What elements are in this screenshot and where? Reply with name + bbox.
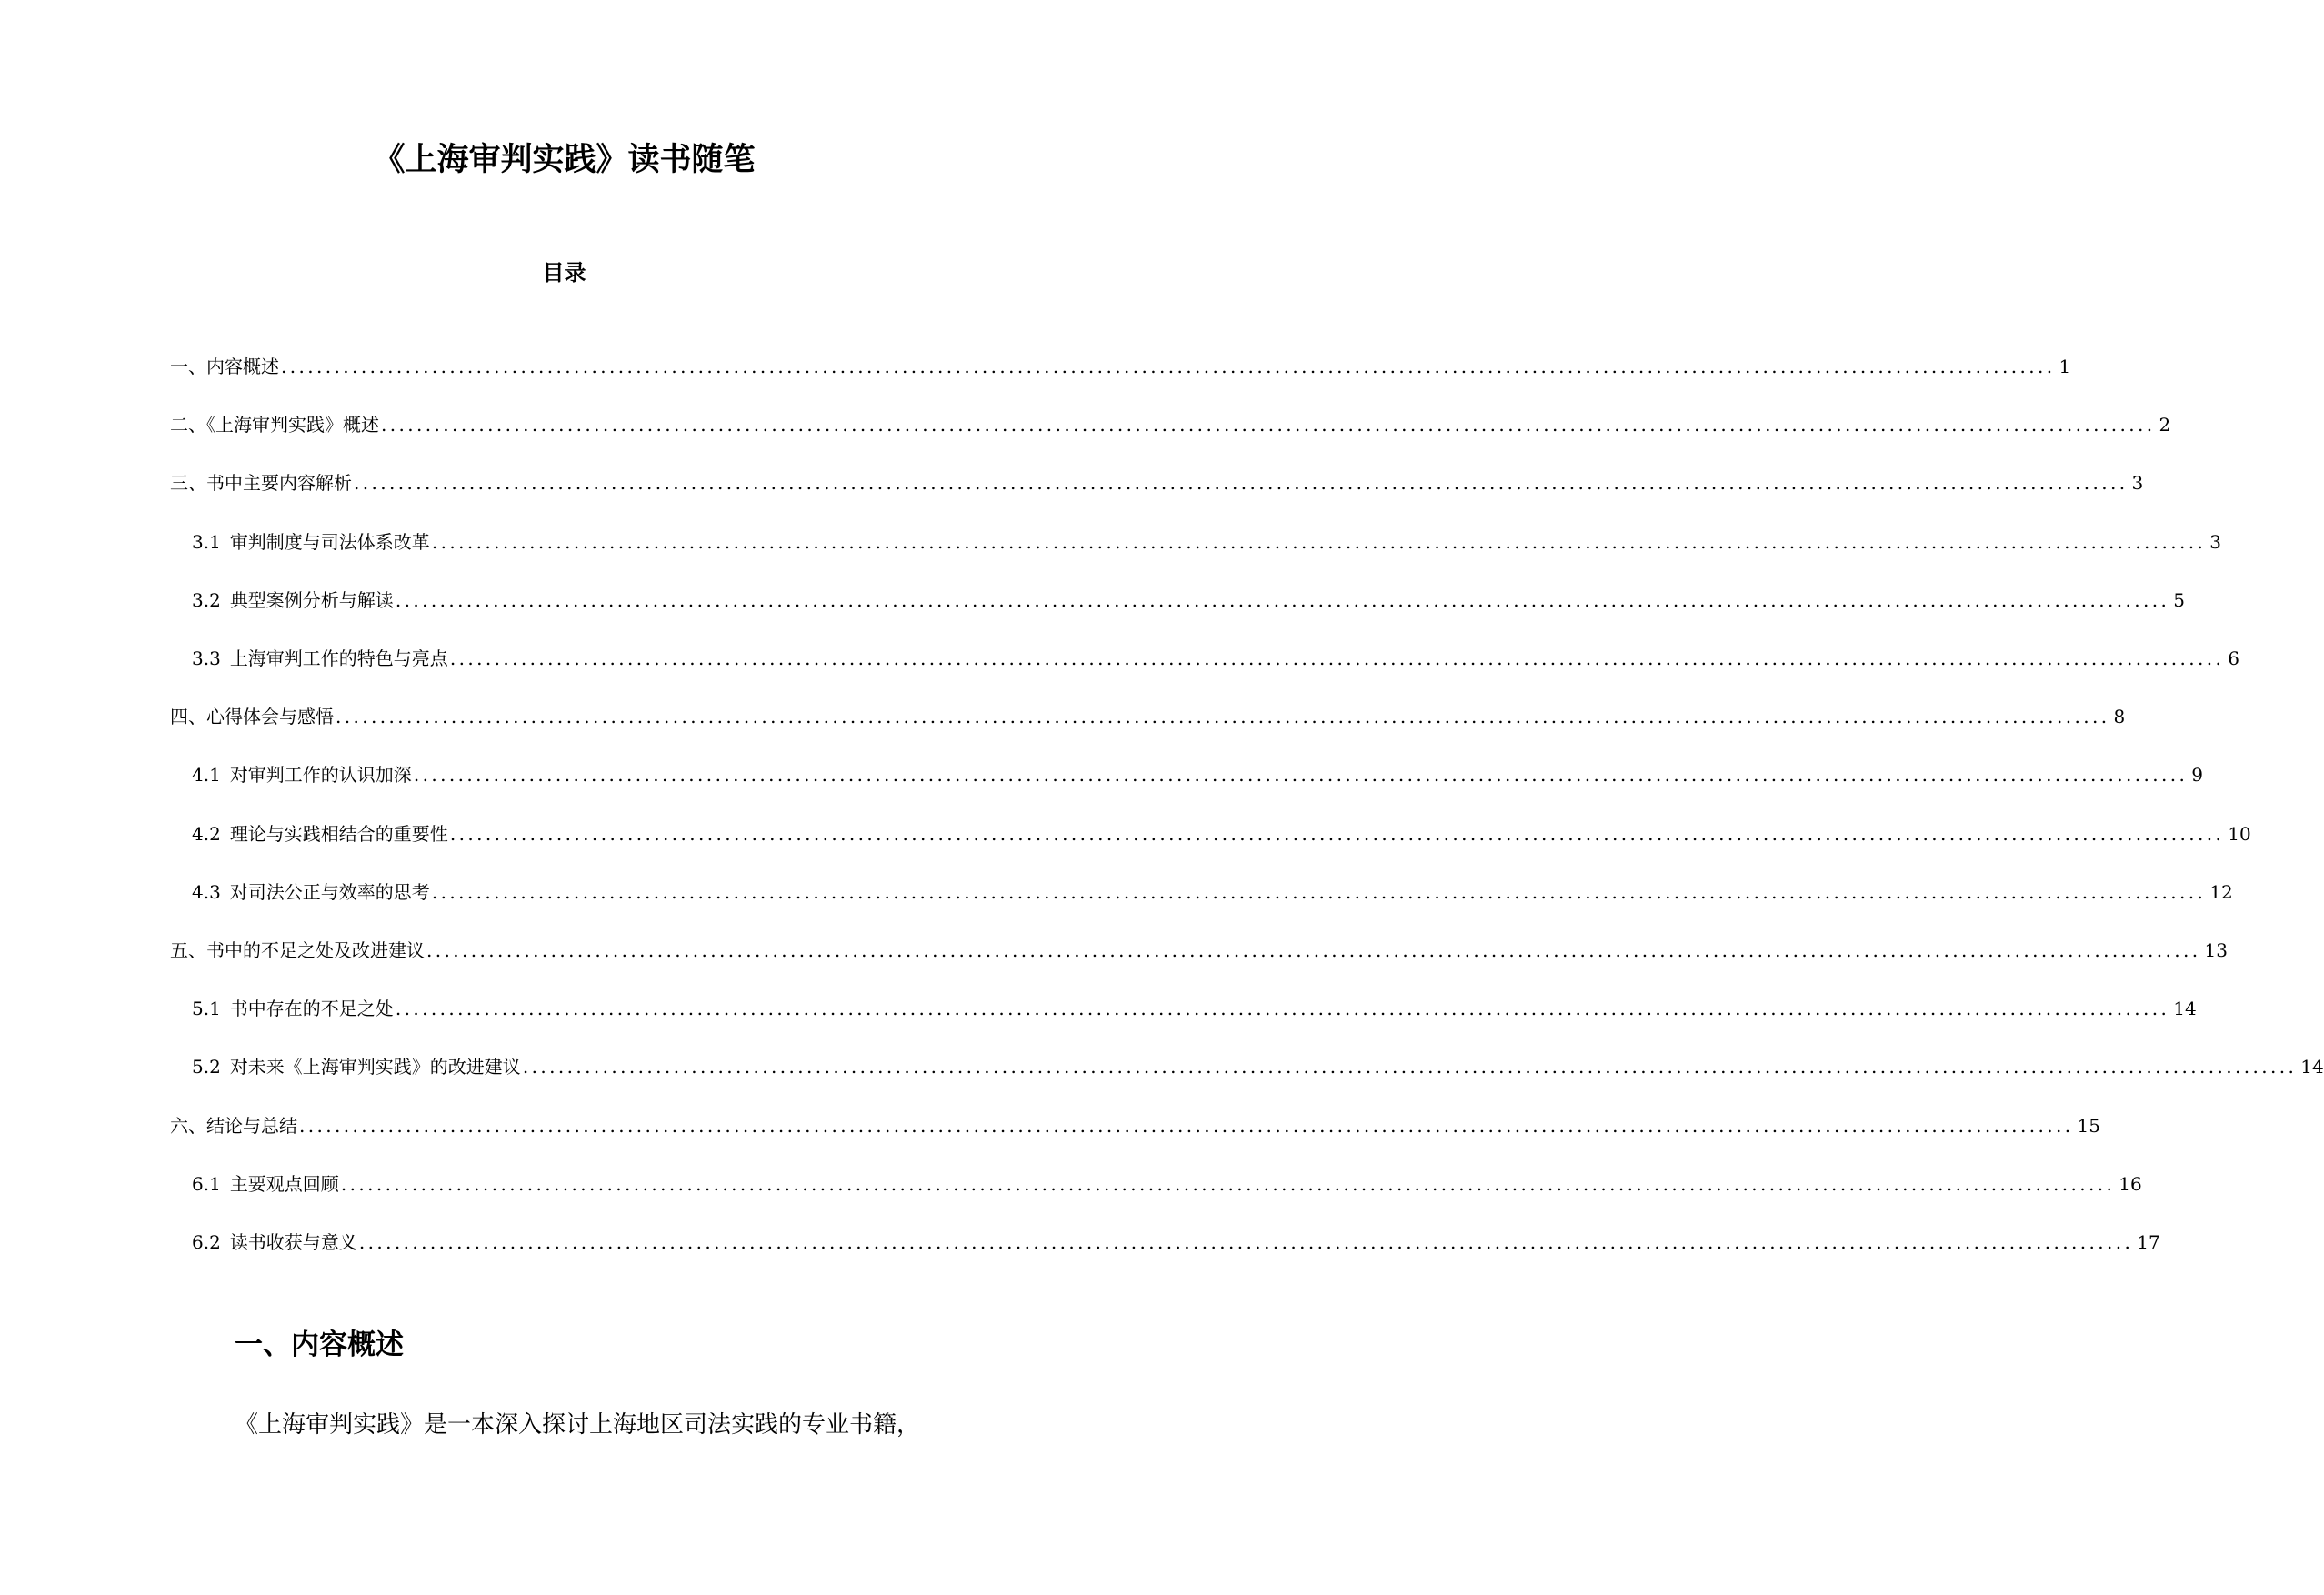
toc-entry-label: 六、结论与总结 [170,1115,297,1137]
toc-entry-label: 典型案例分析与解读 [229,589,394,611]
toc-entry[interactable] [170,411,2171,438]
toc-entry-number: 5.2 [192,1056,221,1078]
toc-entry[interactable] [170,353,2071,380]
toc-dot-leader: ........................................................................................................................................................................................................ [449,823,2225,845]
toc-dot-leader: ........................................................................................................................................................................................................ [336,706,2110,727]
toc-entry-page-number: 13 [2204,939,2228,961]
toc-entry[interactable] [192,878,2233,906]
toc-entry-number: 4.1 [192,764,221,786]
toc-entry-number: 6.1 [192,1173,221,1195]
toc-dot-leader: ........................................................................................................................................................................................................ [340,1173,2116,1195]
toc-entry-number: 5.1 [192,998,221,1019]
toc-entry[interactable] [170,937,2228,964]
toc-entry-page-number: 2 [2159,414,2171,436]
toc-dot-leader: ........................................................................................................................................................................................................ [395,998,2170,1019]
toc-dot-leader: ........................................................................................................................................................................................................ [299,1115,2074,1137]
toc-entry-label: 四、心得体会与感悟 [170,706,334,727]
toc-entry-label: 对审判工作的认识加深 [229,764,412,786]
toc-entry-label: 理论与实践相结合的重要性 [229,823,448,845]
toc-dot-leader: ........................................................................................................................................................................................................ [426,939,2201,961]
toc-entry-label: 一、内容概述 [170,356,279,377]
toc-dot-leader: ........................................................................................................................................................................................................ [358,1231,2134,1253]
toc-dot-leader: ........................................................................................................................................................................................................ [281,356,2056,377]
toc-entry-number: 4.3 [192,881,221,903]
toc-entry-number: 4.2 [192,823,221,845]
toc-entry-label: 对未来《上海审判实践》的改进建议 [229,1056,521,1078]
toc-dot-leader: ........................................................................................................................................................................................................ [431,531,2207,553]
toc-entry-label: 主要观点回顾 [229,1173,339,1195]
toc-entry-label: 三、书中主要内容解析 [170,472,352,494]
toc-dot-leader: ........................................................................................................................................................................................................ [449,647,2225,669]
toc-dot-leader: ........................................................................................................................................................................................................ [354,472,2129,494]
toc-entry-page-number: 5 [2173,589,2186,611]
toc-entry[interactable] [192,1053,2324,1080]
toc-entry-page-number: 15 [2077,1115,2100,1137]
toc-entry-number: 3.2 [192,589,221,611]
toc-entry-label: 二、《上海审判实践》概述 [170,414,379,436]
toc-entry-number: 6.2 [192,1231,221,1253]
toc-dot-leader: ........................................................................................................................................................................................................ [522,1056,2298,1078]
toc-entry-page-number: 3 [2209,531,2222,553]
toc-entry[interactable] [192,528,2222,556]
section-heading: 一、内容概述 [235,1329,404,1361]
toc-entry[interactable] [192,1229,2160,1256]
toc-entry-page-number: 14 [2173,998,2197,1019]
toc-entry[interactable] [192,820,2251,848]
toc-entry-label: 上海审判工作的特色与亮点 [229,647,448,669]
toc-entry-label: 对司法公正与效率的思考 [229,881,430,903]
toc-entry-page-number: 6 [2228,647,2240,669]
toc-entry[interactable] [170,469,2144,497]
toc-entry-page-number: 9 [2191,764,2204,786]
toc-entry-page-number: 16 [2119,1173,2142,1195]
toc-entry-page-number: 1 [2059,356,2071,377]
document-title: 《上海审判实践》读书随笔 [373,141,756,178]
body-paragraph: 《上海审判实践》是一本深入探讨上海地区司法实践的专业书籍， [235,1411,921,1439]
toc-entry-page-number: 3 [2131,472,2144,494]
toc-entry[interactable] [192,1170,2142,1198]
toc-heading: 目录 [542,259,586,286]
toc-entry-label: 五、书中的不足之处及改进建议 [170,939,425,961]
toc-entry-label: 读书收获与意义 [229,1231,357,1253]
toc-dot-leader: ........................................................................................................................................................................................................ [413,764,2189,786]
toc-entry-page-number: 10 [2228,823,2251,845]
toc-entry-label: 审判制度与司法体系改革 [229,531,430,553]
toc-entry[interactable] [192,995,2197,1022]
toc-dot-leader: ........................................................................................................................................................................................................ [395,589,2170,611]
toc-entry-page-number: 12 [2209,881,2233,903]
toc-dot-leader: ........................................................................................................................................................................................................ [381,414,2156,436]
toc-entry-page-number: 14 [2300,1056,2324,1078]
toc-entry-page-number: 17 [2137,1231,2160,1253]
toc-entry[interactable] [192,761,2204,788]
toc-entry[interactable] [192,645,2240,672]
toc-entry[interactable] [170,703,2126,730]
toc-entry[interactable] [192,587,2186,614]
toc-entry-label: 书中存在的不足之处 [229,998,394,1019]
toc-entry-number: 3.3 [192,647,221,669]
toc-dot-leader: ........................................................................................................................................................................................................ [431,881,2207,903]
toc-entry[interactable] [170,1112,2100,1139]
toc-entry-page-number: 8 [2113,706,2126,727]
toc-entry-number: 3.1 [192,531,221,553]
